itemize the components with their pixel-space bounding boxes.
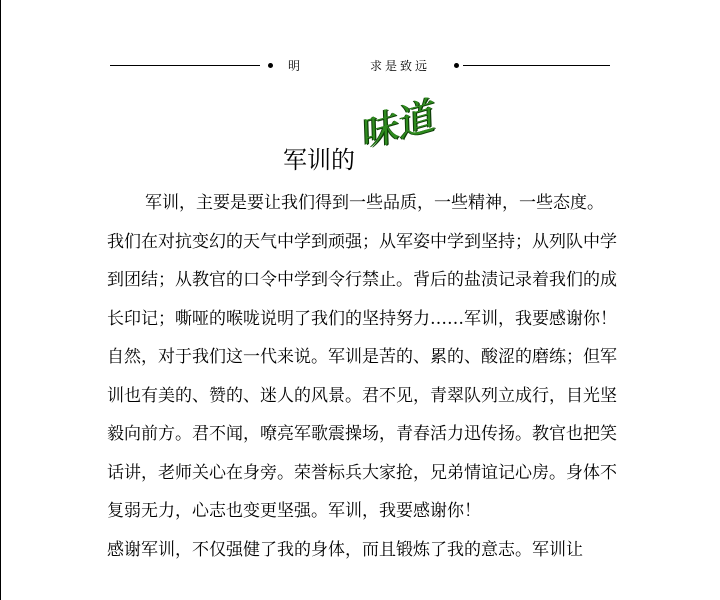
- header-left-text: 明: [288, 59, 301, 73]
- header-dot-left: [268, 63, 273, 68]
- page-edge-line: [0, 0, 1, 600]
- paragraph-2: 自然，对于我们这一代来说。军训是苦的、累的、酸涩的磨练；但军训也有美的、赞的、迷人的风景。君不见，青翠队列立成行，目光坚毅向前方。君不闻，嘹亮军歌震操场，青春活力迅传扬。教官也把笑话讲，老师关心在身旁。荣誉标兵大家抢，兄弟情谊记心房。身体不复弱无力，心志也变更坚强。军训，我要感谢你！: [107, 347, 617, 521]
- header-rule-left: [110, 65, 260, 66]
- header-rule-right: [463, 65, 610, 66]
- header-right-text: 求是致远: [370, 59, 431, 73]
- header-dot-right: [454, 63, 459, 68]
- article-title: 军训的: [283, 146, 355, 174]
- paragraph-1: 军训，主要是要让我们得到一些品质，一些精神，一些态度。我们在对抗变幻的天气中学到顽强；从军姿中学到坚持；从列队中学到团结；从教官的口令中学到令行禁止。背后的盐渍记录着我们的成长印记；嘶哑的喉咙说明了我们的坚持努力……军训，我要感谢你！: [107, 193, 617, 329]
- page-header: [110, 57, 610, 75]
- paragraph-3: 感谢军训，不仅强健了我的身体，而且锻炼了我的意志。军训让: [107, 539, 583, 560]
- article-title-accent: 味道: [353, 93, 439, 158]
- article-body: [107, 184, 617, 569]
